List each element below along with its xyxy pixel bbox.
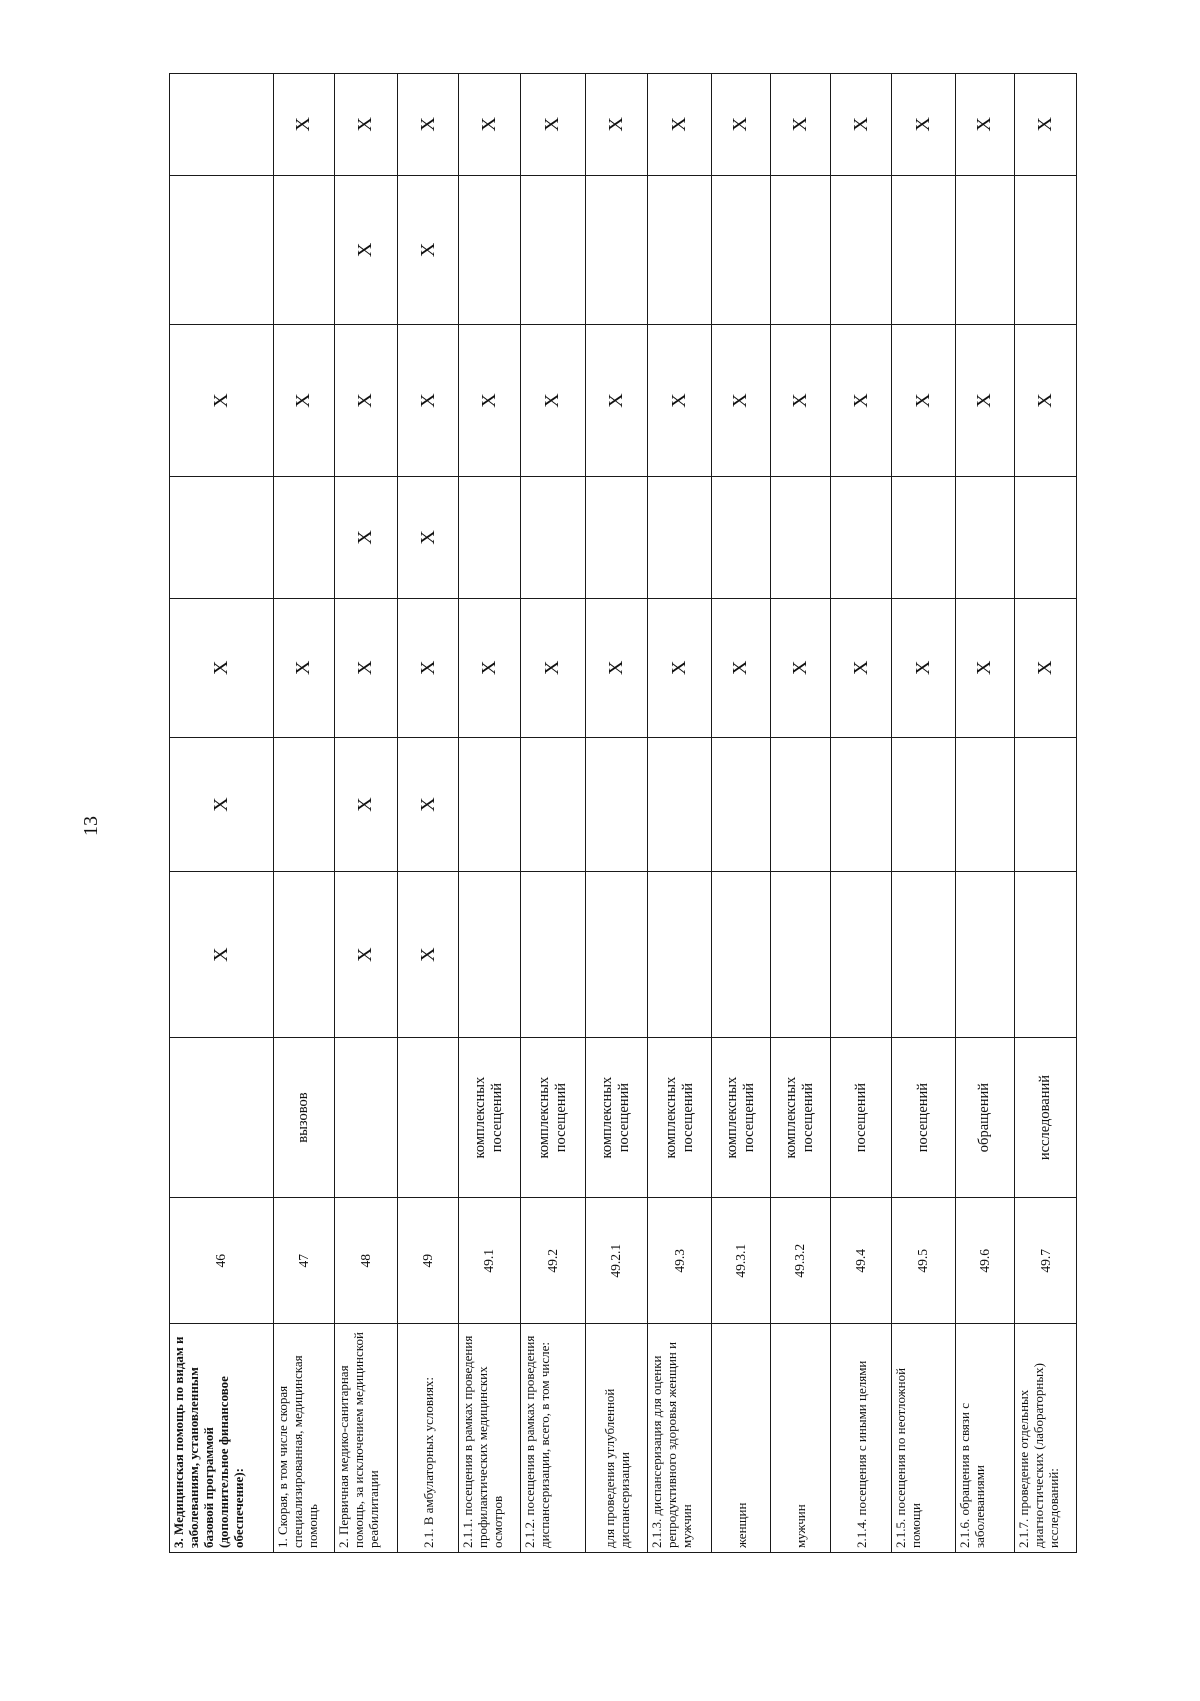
mark-cell: X — [770, 598, 831, 737]
row-code: 49.2.1 — [585, 1198, 648, 1324]
mark-cell: X — [1015, 598, 1077, 737]
mark-cell: X — [831, 325, 892, 477]
row-code: 48 — [334, 1198, 398, 1324]
mark-cell: X — [334, 598, 398, 737]
row-code: 49.5 — [891, 1198, 955, 1324]
mark-cell: X — [585, 74, 648, 176]
row-unit: комплексных посещений — [458, 1037, 520, 1197]
row-code: 49.7 — [1015, 1198, 1077, 1324]
row-name: 2. Первичная медико-санитарная помощь, за исключением медицинской реабилитации — [334, 1324, 398, 1553]
data-table — [169, 73, 1077, 1553]
mark-cell — [458, 737, 520, 872]
row-unit: вызовов — [273, 1037, 334, 1197]
mark-cell — [273, 737, 334, 872]
mark-cell: X — [955, 74, 1015, 176]
row-code: 49.6 — [955, 1198, 1015, 1324]
table-row — [585, 74, 648, 1553]
row-code: 49.4 — [831, 1198, 892, 1324]
row-code: 47 — [273, 1198, 334, 1324]
mark-cell: X — [273, 325, 334, 477]
row-code: 49.2 — [520, 1198, 585, 1324]
mark-cell: X — [398, 325, 459, 477]
mark-cell — [891, 175, 955, 325]
row-unit: комплексных посещений — [520, 1037, 585, 1197]
row-name: 1. Скорая, в том числе скорая специализированная, медицинская помощь — [273, 1324, 334, 1553]
mark-cell — [648, 476, 712, 598]
mark-cell: X — [648, 74, 712, 176]
row-name: 2.1.5. посещения по неотложной помощи — [891, 1324, 955, 1553]
mark-cell — [712, 737, 770, 872]
row-name: 2.1.4. посещения с иными целями — [831, 1324, 892, 1553]
rotated-table-container — [169, 73, 1077, 1553]
mark-cell: X — [1015, 74, 1077, 176]
mark-cell — [1015, 476, 1077, 598]
mark-cell: X — [398, 74, 459, 176]
mark-cell: X — [520, 74, 585, 176]
table-row — [891, 74, 955, 1553]
mark-cell — [458, 175, 520, 325]
row-name: 2.1. В амбулаторных условиях: — [398, 1324, 459, 1553]
table-row — [1015, 74, 1077, 1553]
row-code: 46 — [170, 1198, 274, 1324]
row-name: женщин — [712, 1324, 770, 1553]
mark-cell — [712, 476, 770, 598]
mark-cell — [273, 175, 334, 325]
table-row — [458, 74, 520, 1553]
mark-cell: X — [770, 325, 831, 477]
table-row — [712, 74, 770, 1553]
mark-cell: X — [891, 325, 955, 477]
mark-cell: X — [458, 598, 520, 737]
mark-cell: X — [585, 598, 648, 737]
mark-cell: X — [170, 325, 274, 477]
page-number: 13 — [80, 816, 102, 836]
mark-cell: X — [170, 598, 274, 737]
mark-cell — [648, 737, 712, 872]
mark-cell: X — [831, 74, 892, 176]
mark-cell — [648, 872, 712, 1038]
mark-cell — [273, 872, 334, 1038]
row-unit: комплексных посещений — [770, 1037, 831, 1197]
table-row — [648, 74, 712, 1553]
row-code: 49 — [398, 1198, 459, 1324]
row-code: 49.3.1 — [712, 1198, 770, 1324]
mark-cell: X — [458, 74, 520, 176]
table-row — [520, 74, 585, 1553]
row-unit — [334, 1037, 398, 1197]
mark-cell — [458, 872, 520, 1038]
table-row — [334, 74, 398, 1553]
mark-cell — [770, 737, 831, 872]
table-row — [398, 74, 459, 1553]
row-name: 3. Медицинская помощь по видам и заболеваниям, установленным базовой программой (дополнительное финансовое обеспечение): — [170, 1324, 274, 1553]
mark-cell: X — [458, 325, 520, 477]
mark-cell: X — [334, 74, 398, 176]
mark-cell: X — [334, 476, 398, 598]
mark-cell — [585, 175, 648, 325]
row-code: 49.3.2 — [770, 1198, 831, 1324]
mark-cell: X — [712, 74, 770, 176]
table-row — [955, 74, 1015, 1553]
row-unit: комплексных посещений — [648, 1037, 712, 1197]
table-row — [273, 74, 334, 1553]
row-unit: комплексных посещений — [712, 1037, 770, 1197]
mark-cell — [273, 476, 334, 598]
mark-cell — [585, 476, 648, 598]
mark-cell — [955, 175, 1015, 325]
mark-cell: X — [585, 325, 648, 477]
row-name: для проведения углубленной диспансеризации — [585, 1324, 648, 1553]
row-name: 2.1.1. посещения в рамках проведения профилактических медицинских осмотров — [458, 1324, 520, 1553]
mark-cell: X — [273, 74, 334, 176]
mark-cell — [891, 872, 955, 1038]
row-unit: комплексных посещений — [585, 1037, 648, 1197]
mark-cell: X — [398, 476, 459, 598]
row-name: 2.1.3. диспансеризация для оценки репродуктивного здоровья женщин и мужчин — [648, 1324, 712, 1553]
mark-cell — [520, 872, 585, 1038]
mark-cell: X — [398, 598, 459, 737]
mark-cell — [520, 737, 585, 872]
mark-cell — [955, 872, 1015, 1038]
table-row — [831, 74, 892, 1553]
mark-cell — [955, 476, 1015, 598]
mark-cell: X — [520, 325, 585, 477]
mark-cell: X — [170, 872, 274, 1038]
table-row — [770, 74, 831, 1553]
mark-cell: X — [334, 325, 398, 477]
mark-cell: X — [712, 598, 770, 737]
mark-cell: X — [398, 175, 459, 325]
row-name: мужчин — [770, 1324, 831, 1553]
mark-cell: X — [955, 598, 1015, 737]
mark-cell — [831, 476, 892, 598]
mark-cell — [458, 476, 520, 598]
mark-cell: X — [648, 598, 712, 737]
mark-cell — [770, 476, 831, 598]
mark-cell — [585, 737, 648, 872]
mark-cell — [712, 175, 770, 325]
mark-cell — [891, 737, 955, 872]
mark-cell — [648, 175, 712, 325]
mark-cell: X — [520, 598, 585, 737]
mark-cell: X — [398, 737, 459, 872]
row-unit: посещений — [831, 1037, 892, 1197]
mark-cell: X — [398, 872, 459, 1038]
mark-cell — [1015, 872, 1077, 1038]
row-name: 2.1.7. проведение отдельных диагностических (лабораторных) исследований: — [1015, 1324, 1077, 1553]
mark-cell — [712, 872, 770, 1038]
row-unit: посещений — [891, 1037, 955, 1197]
mark-cell: X — [273, 598, 334, 737]
row-name: 2.1.6. обращения в связи с заболеваниями — [955, 1324, 1015, 1553]
mark-cell: X — [648, 325, 712, 477]
row-name: 2.1.2. посещения в рамках проведения диспансеризации, всего, в том числе: — [520, 1324, 585, 1553]
mark-cell: X — [334, 175, 398, 325]
mark-cell — [831, 737, 892, 872]
mark-cell — [170, 476, 274, 598]
mark-cell: X — [891, 598, 955, 737]
mark-cell — [770, 872, 831, 1038]
mark-cell — [520, 175, 585, 325]
row-unit: исследований — [1015, 1037, 1077, 1197]
row-unit — [398, 1037, 459, 1197]
row-code: 49.1 — [458, 1198, 520, 1324]
mark-cell — [1015, 175, 1077, 325]
mark-cell — [831, 872, 892, 1038]
mark-cell: X — [170, 737, 274, 872]
mark-cell — [955, 737, 1015, 872]
mark-cell: X — [334, 872, 398, 1038]
mark-cell — [770, 175, 831, 325]
table-row — [170, 74, 274, 1553]
mark-cell: X — [770, 74, 831, 176]
mark-cell — [1015, 737, 1077, 872]
row-unit: обращений — [955, 1037, 1015, 1197]
mark-cell — [891, 476, 955, 598]
mark-cell — [831, 175, 892, 325]
mark-cell: X — [831, 598, 892, 737]
mark-cell — [585, 872, 648, 1038]
mark-cell: X — [334, 737, 398, 872]
row-unit — [170, 1037, 274, 1197]
mark-cell: X — [712, 325, 770, 477]
mark-cell: X — [1015, 325, 1077, 477]
mark-cell: X — [891, 74, 955, 176]
mark-cell — [170, 175, 274, 325]
mark-cell: X — [955, 325, 1015, 477]
row-code: 49.3 — [648, 1198, 712, 1324]
mark-cell — [170, 74, 274, 176]
mark-cell — [520, 476, 585, 598]
